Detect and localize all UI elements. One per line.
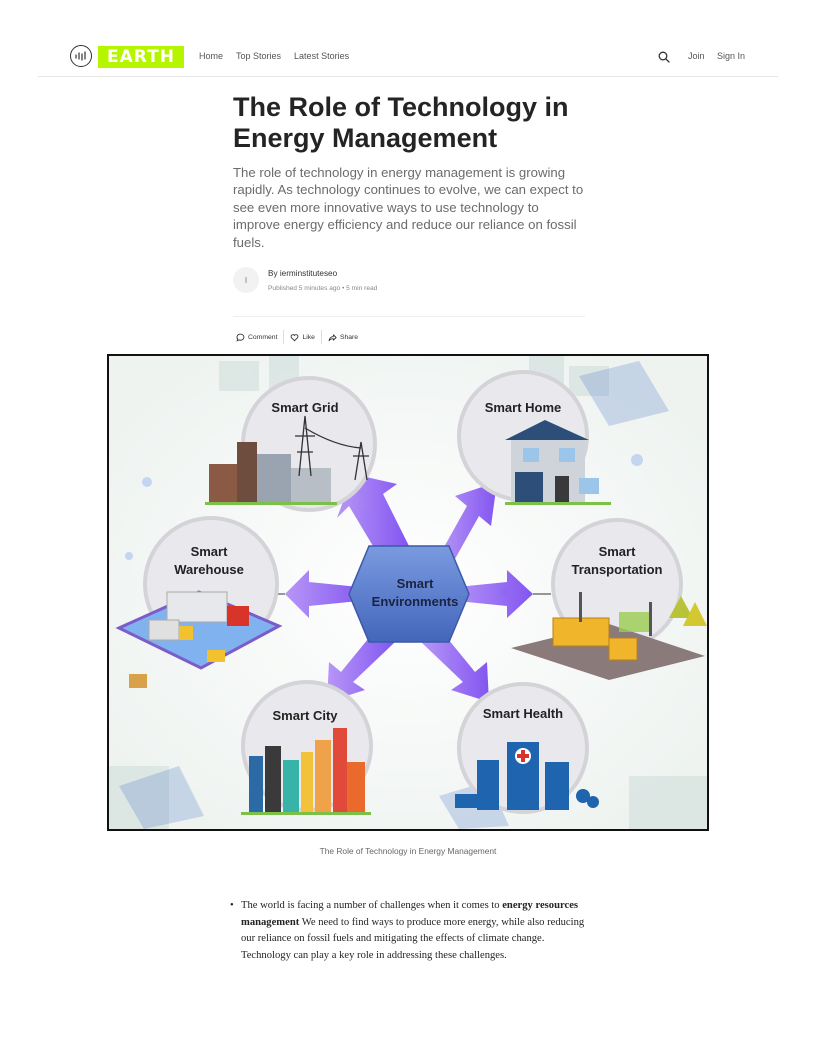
smart-health-label: Smart Health <box>482 706 564 721</box>
site-header <box>38 38 778 77</box>
article-actions <box>236 330 364 344</box>
comment-button[interactable] <box>236 333 283 342</box>
figure-caption: The Role of Technology in Energy Management <box>319 846 497 856</box>
heart-icon <box>290 333 299 342</box>
list-bullet: • <box>230 900 234 911</box>
author-avatar[interactable]: I <box>233 267 259 293</box>
smart-warehouse-label-1: Smart <box>190 544 228 559</box>
action-separator <box>283 330 284 344</box>
node-smart-city <box>241 682 371 815</box>
body-text-start: The world is facing a number of challenges when it comes to <box>241 900 503 911</box>
center-label-line1: Smart <box>396 576 434 591</box>
like-button[interactable] <box>290 333 320 342</box>
share-button[interactable] <box>328 333 364 342</box>
logo-wordmark[interactable]: EARTH <box>98 46 184 68</box>
body-text-end: We need to find ways to produce more energy, while also reducing our reliance on fossil fuels and mitigating the effects of climate change. Technology can play a key role in addressing these challenges. <box>241 916 585 961</box>
nav-home[interactable]: Home <box>199 51 224 61</box>
search-icon[interactable] <box>658 51 670 63</box>
article-body-list <box>230 898 586 964</box>
join-button[interactable]: Join <box>688 51 705 61</box>
sign-in-button[interactable]: Sign In <box>717 51 746 61</box>
divider <box>233 316 585 317</box>
smart-city-label: Smart City <box>272 708 338 723</box>
smart-home-label: Smart Home <box>484 400 562 415</box>
like-label: Like <box>302 333 315 341</box>
main-nav <box>199 51 349 61</box>
publish-meta: Published 5 minutes ago • 5 min read <box>268 285 378 292</box>
nav-latest-stories[interactable]: Latest Stories <box>294 51 350 61</box>
share-icon <box>328 333 337 342</box>
smart-grid-label: Smart Grid <box>271 400 339 415</box>
author-name[interactable]: By ierminstituteseo <box>268 269 338 278</box>
comment-label: Comment <box>248 333 278 341</box>
article-title: The Role of Technology in Energy Management <box>233 92 569 153</box>
smart-environments-figure[interactable] <box>107 354 709 831</box>
center-label-line2: Environments <box>371 594 459 609</box>
smart-warehouse-label-2: Warehouse <box>174 562 244 577</box>
logo-waveform-icon[interactable] <box>70 45 92 67</box>
infographic <box>109 356 707 829</box>
smart-transportation-label-2: Transportation <box>571 562 663 577</box>
share-label: Share <box>339 333 359 341</box>
action-separator <box>321 330 322 344</box>
body-text-bold: energy resources management <box>241 900 579 928</box>
article-subtitle: The role of technology in energy management is growing rapidly. As technology continues to evolve, we can expect to see even more innovative ways to use technology to improve energy efficiency and reduce our reliance on fossil fuels. <box>233 165 584 250</box>
smart-transportation-label-1: Smart <box>598 544 636 559</box>
nav-top-stories[interactable]: Top Stories <box>236 51 282 61</box>
comment-icon <box>236 333 245 342</box>
